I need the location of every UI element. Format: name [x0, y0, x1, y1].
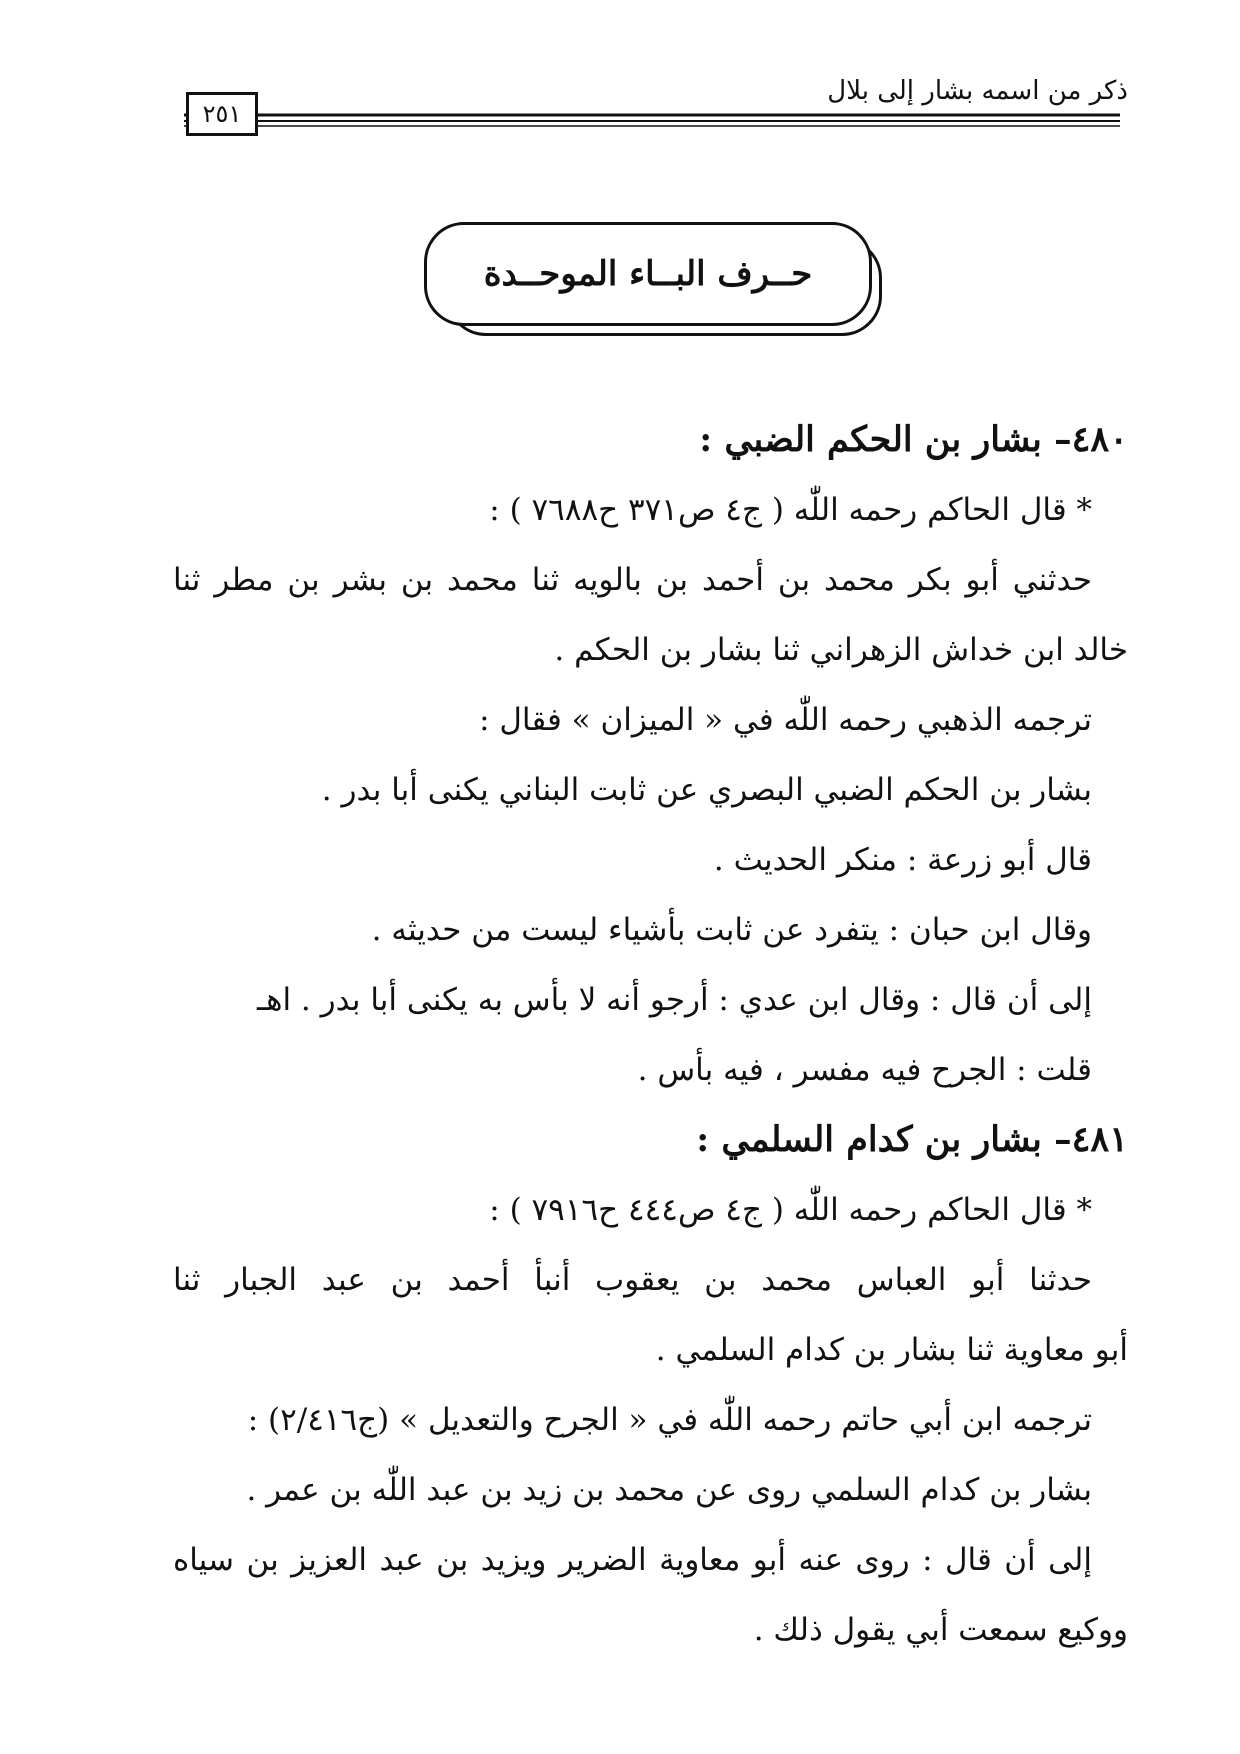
isnad-line: خالد ابن خداش الزهراني ثنا بشار بن الحكم .: [554, 632, 1128, 668]
source-citation: * قال الحاكم رحمه اللّٰه ( ج٤ ص٣٧١ ح٧٦٨٨ ) :: [489, 492, 1092, 528]
text-line: بشار بن كدام السلمي روى عن محمد بن زيد بن عبد اللّٰه بن عمر .: [246, 1472, 1092, 1508]
header-rule: [184, 112, 1120, 128]
isnad-line: حدثني أبو بكر محمد بن أحمد بن بالويه ثنا محمد بن بشر بن مطر ثنا: [173, 562, 1092, 598]
text-line: بشار بن الحكم الضبي البصري عن ثابت البناني يكنى أبا بدر .: [321, 772, 1092, 808]
text-line: ووكيع سمعت أبي يقول ذلك .: [753, 1612, 1128, 1648]
text-line: وقال ابن حبان : يتفرد عن ثابت بأشياء ليست من حديثه .: [371, 912, 1092, 948]
entry-heading: ٤٨١– بشار بن كدام السلمي :: [696, 1119, 1128, 1160]
source-citation: * قال الحاكم رحمه اللّٰه ( ج٤ ص٤٤٤ ح٧٩١٦ ) :: [489, 1192, 1092, 1228]
text-line: ترجمه ابن أبي حاتم رحمه اللّٰه في « الجرح والتعديل » (ج٢/٤١٦) :: [247, 1402, 1092, 1438]
isnad-line: حدثنا أبو العباس محمد بن يعقوب أنبأ أحمد بن عبد الجبار ثنا: [173, 1262, 1092, 1298]
text-line: قلت : الجرح فيه مفسر ، فيه بأس .: [637, 1052, 1092, 1088]
page-number: ٢٥١: [186, 92, 258, 136]
section-title: حــرف البــاء الموحــدة: [424, 222, 872, 326]
text-line: ترجمه الذهبي رحمه اللّٰه في « الميزان » فقال :: [479, 702, 1092, 738]
text-line: قال أبو زرعة : منكر الحديث .: [713, 842, 1092, 878]
page-body: [173, 405, 1128, 1665]
text-line: إلى أن قال : روى عنه أبو معاوية الضرير ويزيد بن عبد العزيز بن سياه: [173, 1542, 1092, 1578]
text-line: إلى أن قال : وقال ابن عدي : أرجو أنه لا بأس به يكنى أبا بدر . اهـ: [257, 982, 1092, 1018]
section-title-box: [424, 222, 872, 326]
entry-heading: ٤٨٠– بشار بن الحكم الضبي :: [699, 419, 1128, 460]
running-title: ذكر من اسمه بشار إلى بلال: [827, 76, 1128, 106]
isnad-line: أبو معاوية ثنا بشار بن كدام السلمي .: [655, 1332, 1128, 1368]
